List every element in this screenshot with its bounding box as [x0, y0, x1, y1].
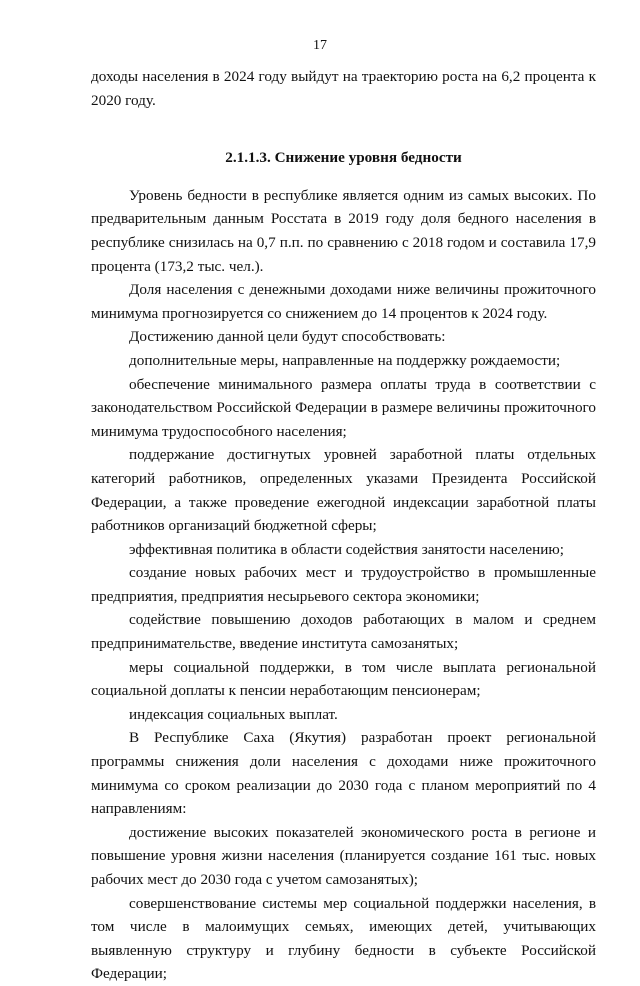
list-item: обеспечение минимального размера оплаты труда в соответствии с законодательством Российской Федерации в размере величины прожиточного минимума трудоспособного населения; — [91, 375, 596, 440]
list-item: совершенствование системы мер социальной поддержки населения, в том числе в малоимущих семьях, имеющих детей, учитывающих выявленную структуру и глубину бедности в субъекте Российской Федерации; — [91, 894, 596, 983]
list-item: достижение высоких показателей экономического роста в регионе и повышение уровня жизни населения (планируется создание 161 тыс. новых рабочих мест до 2030 года с учетом самозанятых); — [91, 823, 596, 888]
document-body — [91, 65, 596, 986]
page-number: 17 — [313, 38, 327, 53]
list-item: эффективная политика в области содействия занятости населению; — [129, 540, 564, 558]
list-item: дополнительные меры, направленные на поддержку рождаемости; — [129, 351, 561, 369]
list-item: создание новых рабочих мест и трудоустройство в промышленные предприятия, предприятия несырьевого сектора экономики; — [91, 564, 596, 605]
paragraph: Достижению данной цели будут способствовать: — [129, 328, 446, 346]
paragraph-continuation: доходы населения в 2024 году выйдут на траекторию роста на 6,2 процента к 2020 году. — [91, 68, 596, 109]
list-item: индексация социальных выплат. — [129, 705, 338, 723]
list-item: содействие повышению доходов работающих в малом и среднем предпринимательстве, введение института самозанятых; — [91, 611, 596, 653]
list-item: меры социальной поддержки, в том числе выплата региональной социальной доплаты к пенсии неработающим пенсионерам; — [91, 658, 596, 700]
section-heading: 2.1.1.3. Снижение уровня бедности — [225, 149, 462, 167]
paragraph: Доля населения с денежными доходами ниже величины прожиточного минимума прогнозируется со снижением до 14 процентов к 2024 году. — [91, 281, 596, 322]
paragraph: В Республике Саха (Якутия) разработан проект региональной программы снижения доли населения с доходами ниже прожиточного минимума со сроком реализации до 2030 года с планом мероприятий по 4 направлениям: — [91, 729, 596, 818]
paragraph: Уровень бедности в республике является одним из самых высоких. По предварительным данным Росстата в 2019 году доля бедного населения в республике снизилась на 0,7 п.п. по сравнению с 2018 годом и составила 17,9 процента (173,2 тыс. чел.). — [91, 186, 596, 275]
list-item: поддержание достигнутых уровней заработной платы отдельных категорий работников, определенных указами Президента Российской Федерации, а также проведение ежегодной индексации заработной платы работников организаций бюджетной сферы; — [91, 446, 596, 535]
